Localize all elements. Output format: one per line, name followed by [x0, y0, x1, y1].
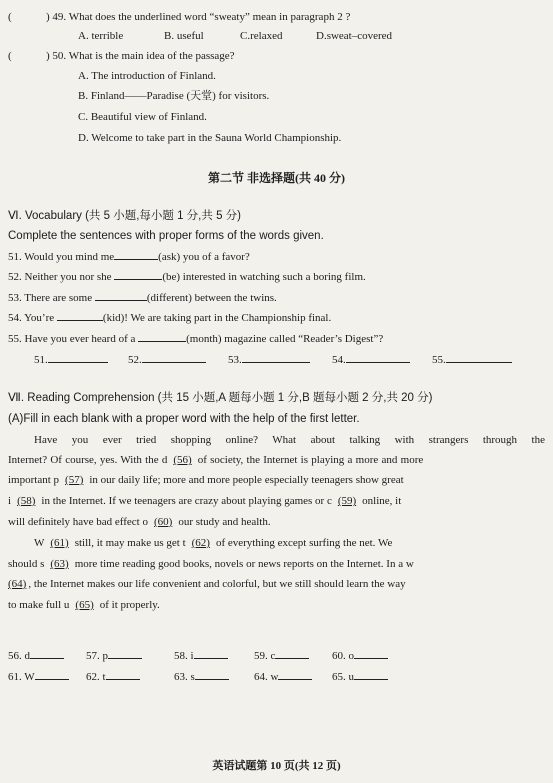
blank-63: (63): [50, 558, 69, 570]
blank-57: (57): [65, 474, 84, 486]
option-b: B. useful: [164, 30, 204, 42]
option-b: B. Finland——Paradise (天堂) for visitors.: [78, 90, 270, 102]
blank-line: [57, 310, 103, 321]
blank-64: (64): [8, 578, 27, 590]
vocab-item-54: 54. You’re (kid)! We are taking part in the Championship final.: [8, 312, 332, 324]
reading-part-a-instruction: (A)Fill in each blank with a proper word with the help of the first letter.: [8, 413, 360, 425]
vocab-item-52: 52. Neither you nor she (be) interested in watching such a boring film.: [8, 271, 366, 283]
blank-62: (62): [191, 537, 210, 549]
blank-line: [95, 290, 147, 301]
question-49: [8, 10, 545, 24]
option-d: D. Welcome to take part in the Sauna World Championship.: [78, 132, 342, 144]
blank-60: (60): [154, 516, 173, 528]
answer-paren: (: [8, 11, 12, 23]
vocab-heading: Ⅵ. Vocabulary (共 5 小题,每小题 1 分,共 5 分): [8, 210, 241, 222]
question-50: [8, 49, 545, 63]
blank-line: [138, 331, 186, 342]
reading-heading: Ⅶ. Reading Comprehension (共 15 小题,A 题每小题 1 分,B 题每小题 2 分,共 20 分): [8, 392, 433, 404]
option-a: A. terrible: [78, 30, 124, 42]
page-footer: 英语试题第 10 页(共 12 页): [212, 760, 341, 772]
reading-answer-row-1: 56. d 57. p 58. i 59. c 60. o: [8, 648, 545, 663]
option-c: C.relaxed: [240, 30, 283, 42]
blank-line: [114, 269, 162, 280]
blank-58: (58): [17, 495, 36, 507]
option-d: D.sweat–covered: [316, 30, 393, 42]
blank-line: [114, 249, 158, 260]
option-a: A. The introduction of Finland.: [78, 70, 216, 82]
vocab-item-53: 53. There are some (different) between the twins.: [8, 292, 277, 304]
vocab-answer-row: 51. 52. 53. 54. 55.: [34, 352, 545, 367]
answer-paren: (: [8, 50, 12, 62]
vocab-item-51: 51. Would you mind me (ask) you of a favor?: [8, 251, 250, 263]
blank-56: (56): [173, 454, 192, 466]
question-49-options: [78, 29, 545, 43]
vocab-item-55: 55. Have you ever heard of a (month) magazine called “Reader’s Digest”?: [8, 333, 384, 345]
section-title: 第二节 非选择题(共 40 分): [208, 171, 345, 185]
option-c: C. Beautiful view of Finland.: [78, 111, 207, 123]
exam-page: ( ) 49. What does the underlined word “sweaty” mean in paragraph 2 ? A. terrible B. useful C.relaxed D.sweat–covered ( ) 50. What is the main idea of the passage? A. The introduction of Finland. B. Finland——Paradise (天堂) for visitors. C. Beautiful view of Finland. D. Welcome to take part in the Sauna World Championship. 第二节 非选择题(共 40 分) Ⅵ. Vocabulary (共 5 小题,每小题 1 分,共 5 分) Complete the sentences with proper forms of the words given. 51. Would you mind me (ask) you of a favor? 52. Neither you nor she (be) interested in watching such a boring film. 53. There are some (different) between the twins. 54. You’re (kid)! We are taking part in the Championship final. 55. Have you ever heard of a (month) magazine called “Reader’s Digest”? 51. 52. 53. 54. 55. Ⅶ. Reading Comprehension (共 15 小题,A 题每小题 1 分,B 题每小题 2 分,共 20 分) (A)Fill in each blank with a proper word with the help of the first letter. Have you ever tried shopping online? What about talking with strangers through the Internet? Of course, yes. With the d (56) of society, the Internet is playing a more and more important p (57) in our daily life; more and more people especially teenagers show great i (58) in the Internet. If we teenagers are crazy about playing games or c (59) online, it will definitely have bad effect o (60) our study and health. W (61) still, it may make us get t (62) of everything except surfing the net. We should s (63) more time reading good books, novels or news reports on the Internet. In a w (64) , the Internet makes our life convenient and colorful, but we still should learn the way to make full u (65) of it properly. 56. d 57. p 58. i 59. c 60. o 61. W 62. t 63. s 64. w 65. u 英语试题第 10 页(共 12 页): [8, 11, 545, 772]
vocab-instruction: Complete the sentences with proper forms of the words given.: [8, 230, 324, 242]
question-stem: ) 49. What does the underlined word “sweaty” mean in paragraph 2 ?: [46, 11, 351, 23]
blank-59: (59): [337, 495, 357, 507]
reading-answer-row-2: 61. W 62. t 63. s 64. w 65. u: [8, 669, 545, 684]
blank-61: (61): [50, 537, 69, 549]
blank-65: (65): [75, 599, 94, 611]
question-stem: ) 50. What is the main idea of the passage?: [46, 50, 235, 62]
